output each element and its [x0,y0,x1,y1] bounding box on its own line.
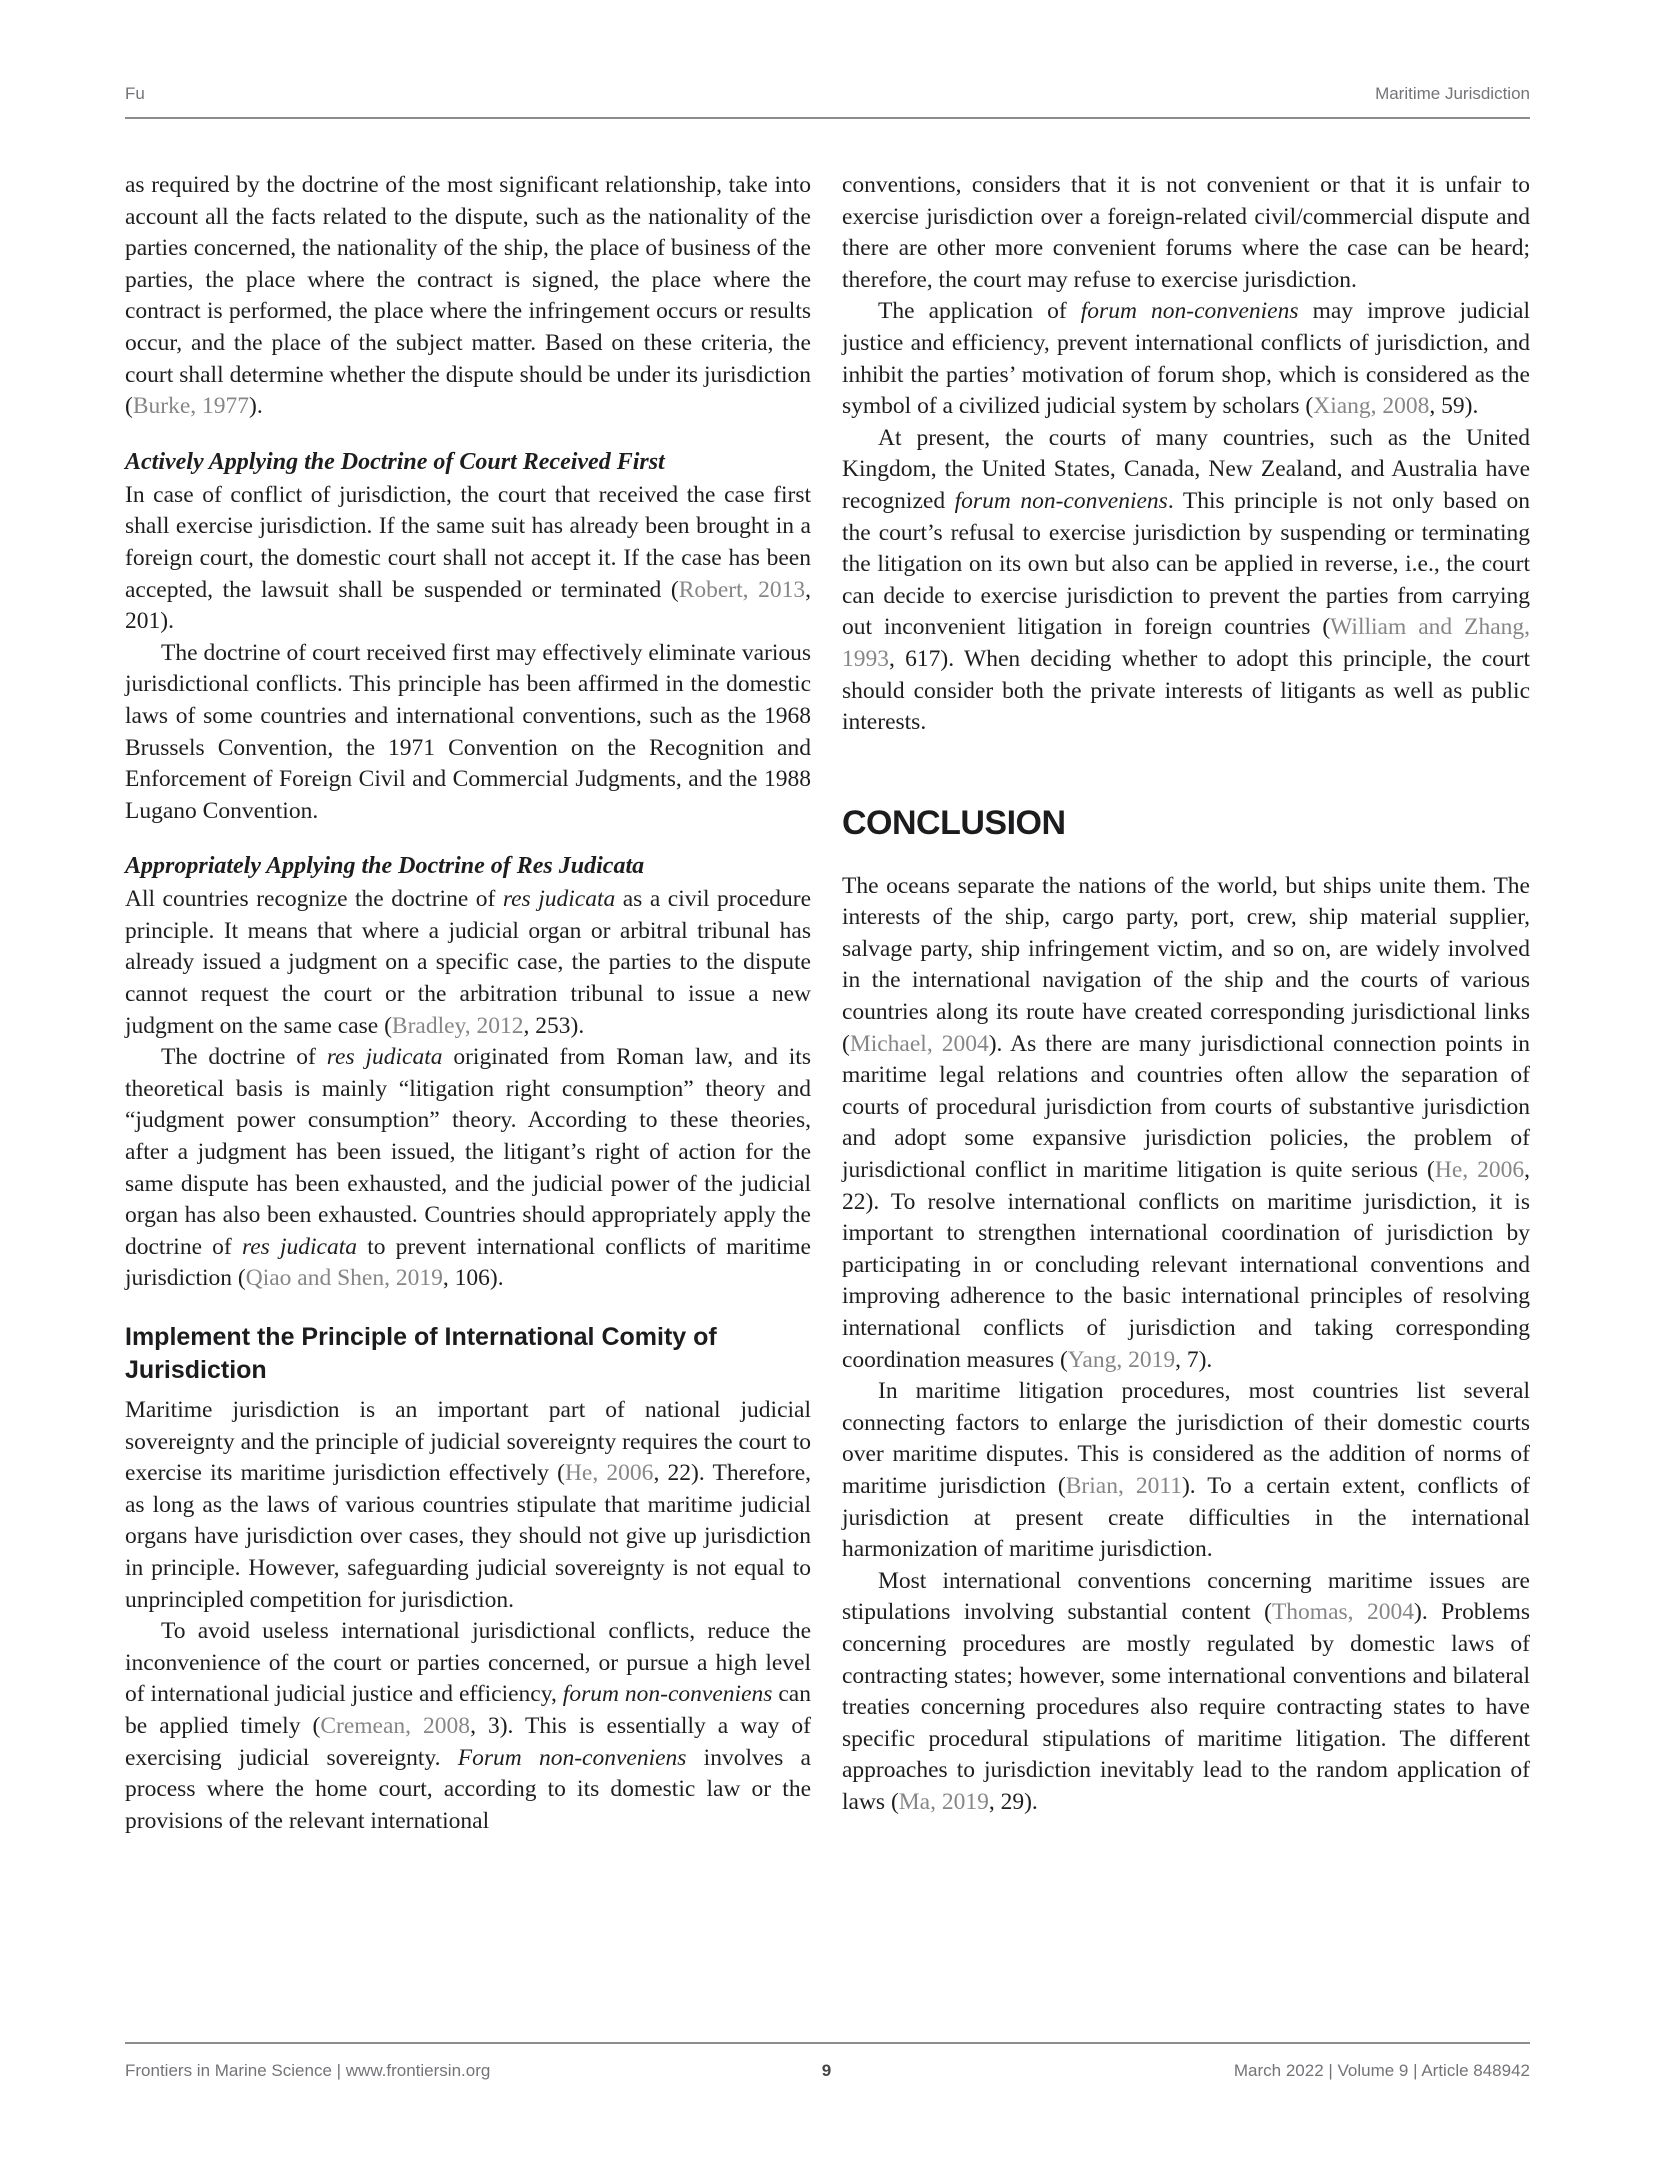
text-segment: All countries recognize the doctrine of [125,886,503,913]
paragraph [125,1042,811,1295]
heading-sans: Implement the Principle of International Comity of Jurisdiction [125,1323,717,1384]
paragraph [842,296,1530,422]
paragraph [842,170,1530,296]
citation-link[interactable]: Thomas, 2004 [1271,1599,1415,1626]
paragraph [842,423,1530,739]
text-segment: , 201). [125,576,811,635]
paragraph [125,480,811,638]
text-segment: res judicata [241,1233,358,1260]
text-segment: Forum non-conveniens [457,1744,687,1771]
citation-link[interactable]: Xiang, 2008 [1313,393,1430,420]
text-segment: , 7). [1175,1346,1213,1373]
text-segment: , 22). Therefore, as long as the laws of various countries stipulate that maritime judicial organs have jurisdiction over cases, they should not give up jurisdiction in principle. However, safeguarding judicial sovereignty is not equal to unprincipled competition for jurisdiction. [125,1460,811,1613]
text-segment: forum non-conveniens [562,1681,773,1708]
text-segment: , 29). [988,1788,1038,1815]
text-segment: ). To a certain extent, conflicts of jurisdiction at present create difficulties in the international harmonization of maritime jurisdiction. [842,1472,1530,1563]
citation-link[interactable]: He, 2006 [564,1460,654,1487]
citation-link[interactable]: He, 2006 [1434,1157,1525,1184]
citation-link[interactable]: Ma, 2019 [898,1788,989,1815]
text-segment: To avoid useless international jurisdictional conflicts, reduce the inconvenience of the court or parties concerned, or pursue a high level of international judicial justice and efficiency, [125,1618,811,1708]
footer-issue-info: March 2022 | Volume 9 | Article 848942 [1233,2061,1530,2080]
text-segment: , 253). [523,1012,585,1039]
citation-link[interactable]: Bradley, 2012 [391,1012,524,1039]
header-rule [125,117,1530,119]
footer-page-number: 9 [821,2061,832,2080]
text-segment: ). [249,393,263,420]
text-segment: , 3). This is essentially a way of exercising judicial sovereignty. [125,1712,811,1771]
heading-section: CONCLUSION [842,803,1066,842]
running-head-article-title: Maritime Jurisdiction [1375,84,1530,103]
text-segment: as a civil procedure principle. It means that where a judicial organ or arbitral tribunal has already issued a judgment on a specific case, the parties to the dispute cannot request the court or the arbitration tribunal to issue a new judgment on the same case ( [125,886,811,1039]
text-segment: originated from Roman law, and its theoretical basis is mainly “litigation right consumption” theory and “judgment power consumption” theory. According to these theories, after a judgment has been issued, the litigant’s right of action for the same dispute has been exhausted, and the judicial power of the judicial organ has also been exhausted. Countries should appropriately apply the doctrine of [125,1044,811,1260]
heading-italic: Actively Applying the Doctrine of Court Received First [125,448,665,475]
text-segment: conventions, considers that it is not convenient or that it is unfair to exercise jurisdiction over a foreign-related civil/commercial dispute and there are other more convenient forums where the case can be heard; therefore, the court may refuse to exercise jurisdiction. [842,172,1530,293]
citation-link[interactable]: Burke, 1977 [132,393,250,420]
text-segment: forum non-conveniens [954,487,1168,514]
text-segment: forum non-conveniens [1080,298,1299,325]
text-segment: . This principle is not only based on the court’s refusal to exercise jurisdiction by suspending or terminating the litigation on its own but also can be applied in reverse, i.e., the court can decide to exercise jurisdiction to prevent the parties from carrying out inconvenient litigation in foreign countries ( [842,487,1530,641]
right-column [842,170,1530,1819]
text-segment: The doctrine of court received first may effectively eliminate various jurisdictional conflicts. This principle has been affirmed in the domestic laws of some countries and international conventions, such as the 1968 Brussels Convention, the 1971 Convention on the Recognition and Enforcement of Foreign Civil and Commercial Judgments, and the 1988 Lugano Convention. [125,639,811,824]
text-segment: , 22). To resolve international conflicts on maritime jurisdiction, it is important to strengthen international coordination of jurisdiction by participating in or concluding relevant international conventions and improving adherence to the basic international principles of resolving international conflicts of jurisdiction and taking corresponding coordination measures ( [842,1157,1530,1373]
text-segment: ). As there are many jurisdictional connection points in maritime legal relations and countries often allow the separation of courts of procedural jurisdiction from courts of substantive jurisdiction and adopt some expansive jurisdiction policies, the problem of jurisdictional conflict in maritime litigation is quite serious ( [842,1030,1530,1184]
heading-italic: Appropriately Applying the Doctrine of Res Judicata [125,853,645,880]
citation-link[interactable]: William and Zhang, 1993 [842,614,1531,672]
citation-link[interactable]: Cremean, 2008 [320,1712,471,1739]
text-segment: The oceans separate the nations of the world, but ships unite them. The interests of the ship, cargo party, port, crew, ship material supplier, salvage party, ship infringement victim, and so on, are widely involved in the international navigation of the ship and the courts of various countries along its route have created corresponding jurisdictional links ( [842,872,1530,1057]
citation-link[interactable]: Michael, 2004 [849,1030,989,1057]
text-segment: At present, the courts of many countries, such as the United Kingdom, the United States, Canada, New Zealand, and Australia have recognized [842,424,1530,514]
text-segment: , 617). When deciding whether to adopt this principle, the court should consider both the private interests of litigants as well as public interests. [842,645,1530,736]
text-segment: The doctrine of [161,1044,327,1071]
citation-link[interactable]: Qiao and Shen, 2019 [245,1265,443,1292]
text-segment: Most international conventions concerning maritime issues are stipulations involving substantial content ( [842,1567,1530,1626]
text-segment: to prevent international conflicts of maritime jurisdiction ( [125,1233,811,1292]
text-segment: , 59). [1429,393,1479,420]
text-segment: The application of [878,298,1081,325]
citation-link[interactable]: Brian, 2011 [1065,1472,1182,1499]
text-segment: may improve judicial justice and efficiency, prevent international conflicts of jurisdiction, and inhibit the parties’ motivation of forum shop, which is considered as the symbol of a civilized judicial system by scholars ( [842,298,1530,420]
paragraph [842,1566,1530,1819]
paragraph [125,1616,811,1837]
left-column [125,170,811,1837]
paragraph [125,638,811,828]
text-segment: involves a process where the home court, according to its domestic law or the provisions of the relevant international [125,1744,811,1834]
text-segment: res judicata [502,886,616,913]
text-segment: , 106). [442,1265,504,1292]
text-segment: In case of conflict of jurisdiction, the court that received the case first shall exercise jurisdiction. If the same suit has already been brought in a foreign court, the domestic court shall not accept it. If the case has been accepted, the lawsuit shall be suspended or terminated ( [125,481,811,603]
paragraph [125,1395,811,1616]
text-segment: In maritime litigation procedures, most countries list several connecting factors to enlarge the jurisdiction of their domestic courts over maritime disputes. This is considered as the addition of norms of maritime jurisdiction ( [842,1378,1530,1499]
footer-journal-url: Frontiers in Marine Science | www.frontiersin.org [125,2061,491,2080]
paragraph [125,170,811,423]
paragraph [842,1376,1530,1566]
text-segment: can be applied timely ( [125,1681,811,1739]
citation-link[interactable]: Robert, 2013 [678,576,806,603]
citation-link[interactable]: Yang, 2019 [1067,1346,1176,1373]
text-segment: as required by the doctrine of the most significant relationship, take into account all the facts related to the dispute, such as the nationality of the parties concerned, the nationality of the ship, the place of business of the parties, the place where the contract is signed, the place where the contract is performed, the place where the infringement occurs or results occur, and the place of the subject matter. Based on these criteria, the court shall determine whether the dispute should be under its jurisdiction ( [125,172,811,420]
paragraph [125,884,811,1042]
text-segment: Maritime jurisdiction is an important part of national judicial sovereignty and the principle of judicial sovereignty requires the court to exercise its maritime jurisdiction effectively ( [125,1397,811,1487]
text-segment: ). Problems concerning procedures are mostly regulated by domestic laws of contracting states; however, some international conventions and bilateral treaties concerning procedures also require contracting states to have specific procedural stipulations of maritime litigation. The different approaches to jurisdiction inevitably lead to the random application of laws ( [842,1599,1530,1815]
paragraph [842,871,1530,1377]
footer-rule [125,2042,1530,2044]
running-head-author: Fu [125,84,145,103]
text-segment: res judicata [326,1044,443,1071]
